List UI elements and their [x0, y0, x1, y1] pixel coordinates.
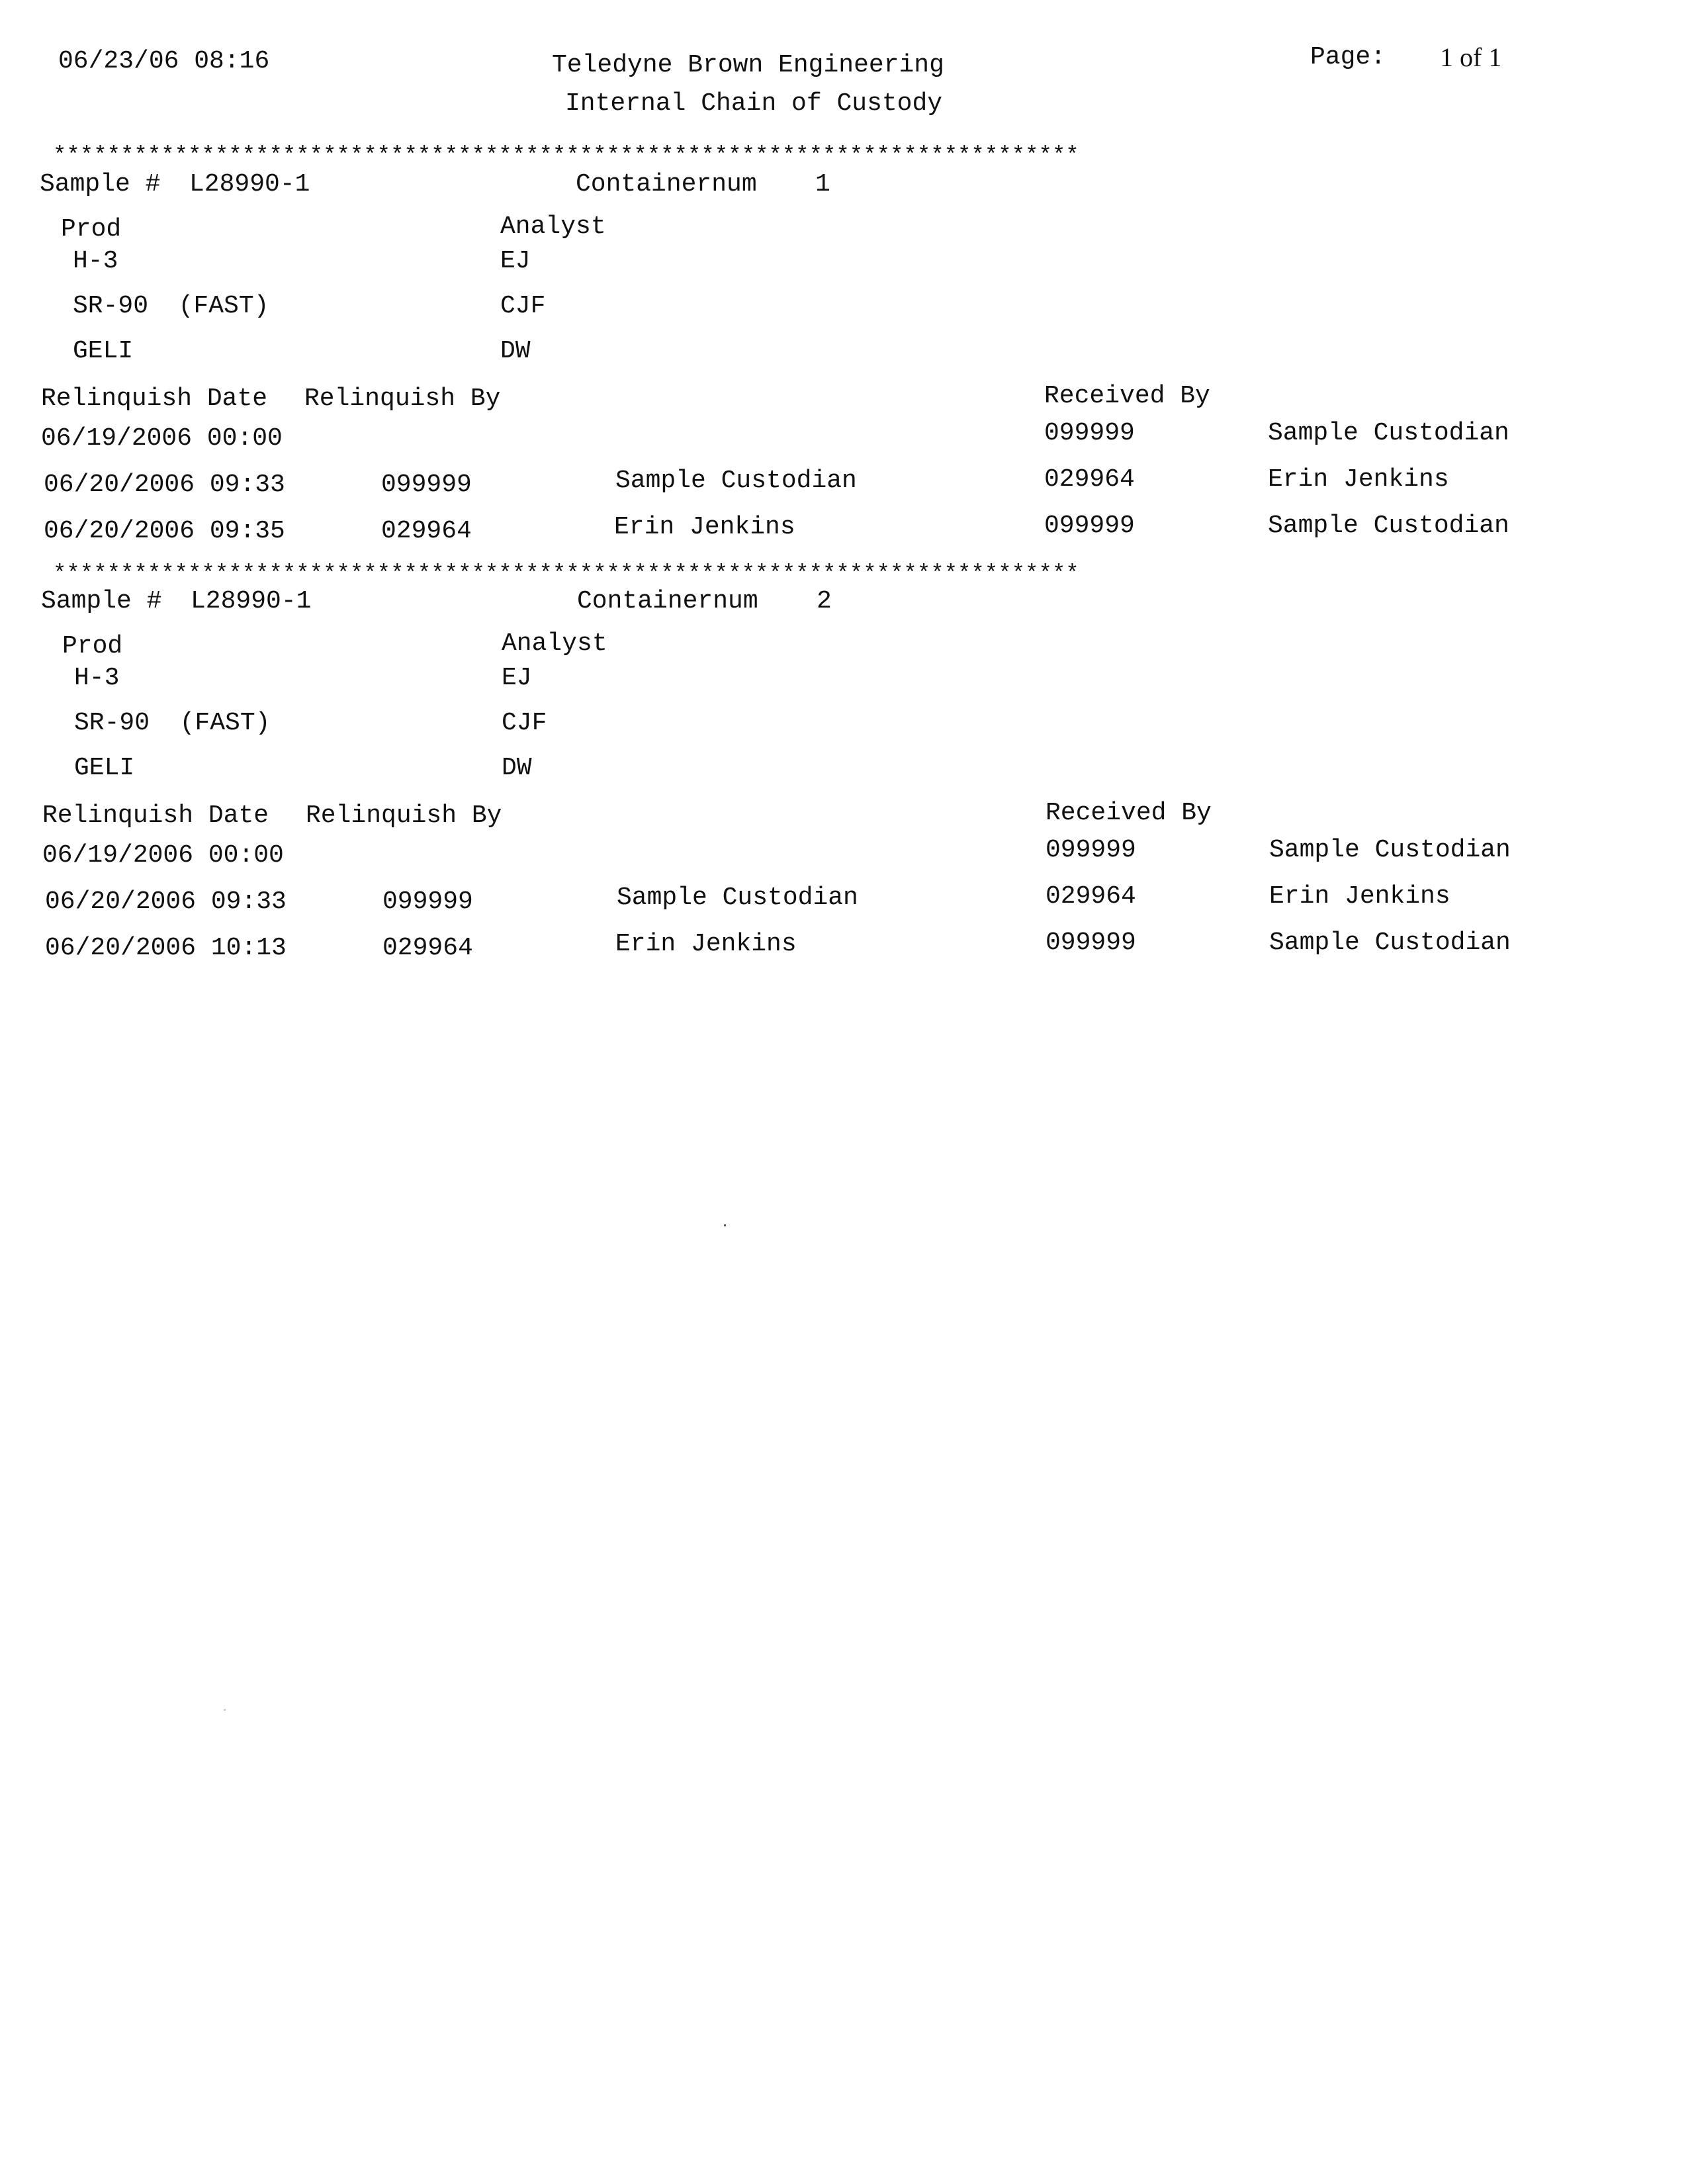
product-name: GELI: [73, 337, 134, 365]
section-separator: ****************************************************************************: [53, 562, 1079, 587]
sample-label: Sample #: [40, 170, 161, 199]
received-by-id: 099999: [1046, 836, 1136, 864]
custody-date: 06/20/2006 09:35: [44, 517, 285, 545]
product-name: H-3: [74, 664, 120, 692]
relinquish-by-id: 099999: [381, 471, 472, 499]
sample-label: Sample #: [41, 587, 162, 615]
container-number: 1: [815, 170, 830, 199]
relinquish-by-name: Sample Custodian: [617, 884, 858, 912]
custody-date: 06/20/2006 09:33: [44, 471, 285, 499]
product-name: SR-90 (FAST): [74, 709, 271, 737]
received-by-name: Sample Custodian: [1268, 512, 1509, 540]
received-by-id: 099999: [1046, 929, 1136, 957]
analyst-initials: DW: [502, 754, 532, 782]
analyst-header: Analyst: [502, 629, 607, 658]
received-by-id: 029964: [1046, 882, 1136, 911]
page-label: Page:: [1310, 43, 1386, 71]
custody-date: 06/20/2006 09:33: [45, 887, 287, 916]
received-by-id: 099999: [1044, 512, 1135, 540]
relinquish-by-header: Relinquish By: [306, 801, 502, 830]
relinquish-by-name: Erin Jenkins: [614, 513, 795, 541]
analyst-initials: DW: [500, 337, 531, 365]
page-number: 1 of 1: [1440, 42, 1502, 72]
relinquish-date-header: Relinquish Date: [41, 385, 268, 413]
print-datetime: 06/23/06 08:16: [58, 47, 270, 75]
report-title: Internal Chain of Custody: [565, 89, 943, 118]
received-by-header: Received By: [1044, 382, 1210, 410]
received-by-id: 099999: [1044, 419, 1135, 447]
received-by-name: Sample Custodian: [1269, 929, 1511, 957]
product-name: H-3: [73, 247, 118, 275]
received-by-name: Sample Custodian: [1269, 836, 1511, 864]
relinquish-by-name: Sample Custodian: [615, 467, 857, 495]
containernum-label: Containernum: [577, 587, 758, 615]
scan-speck: [724, 1224, 726, 1226]
received-by-header: Received By: [1046, 799, 1212, 827]
product-name: GELI: [74, 754, 135, 782]
received-by-name: Erin Jenkins: [1268, 465, 1449, 494]
relinquish-by-id: 099999: [382, 887, 473, 916]
analyst-initials: CJF: [500, 292, 546, 320]
custody-date: 06/19/2006 00:00: [42, 841, 284, 870]
containernum-label: Containernum: [576, 170, 757, 199]
analyst-initials: EJ: [502, 664, 532, 692]
relinquish-by-id: 029964: [382, 934, 473, 962]
received-by-name: Erin Jenkins: [1269, 882, 1450, 911]
relinquish-by-name: Erin Jenkins: [615, 930, 797, 958]
analyst-initials: CJF: [502, 709, 547, 737]
received-by-id: 029964: [1044, 465, 1135, 494]
analyst-header: Analyst: [500, 212, 606, 241]
received-by-name: Sample Custodian: [1268, 419, 1509, 447]
prod-header: Prod: [62, 632, 123, 660]
custody-date: 06/19/2006 00:00: [41, 424, 283, 453]
sample-id: L28990-1: [191, 587, 312, 615]
analyst-initials: EJ: [500, 247, 531, 275]
section-separator: ****************************************************************************: [53, 144, 1079, 169]
product-name: SR-90 (FAST): [73, 292, 269, 320]
relinquish-by-header: Relinquish By: [304, 385, 501, 413]
prod-header: Prod: [61, 215, 122, 244]
scan-speck: [224, 1709, 226, 1711]
company-name: Teledyne Brown Engineering: [552, 51, 944, 79]
sample-id: L28990-1: [189, 170, 310, 199]
relinquish-by-id: 029964: [381, 517, 472, 545]
container-number: 2: [817, 587, 832, 615]
custody-date: 06/20/2006 10:13: [45, 934, 287, 962]
relinquish-date-header: Relinquish Date: [42, 801, 269, 830]
